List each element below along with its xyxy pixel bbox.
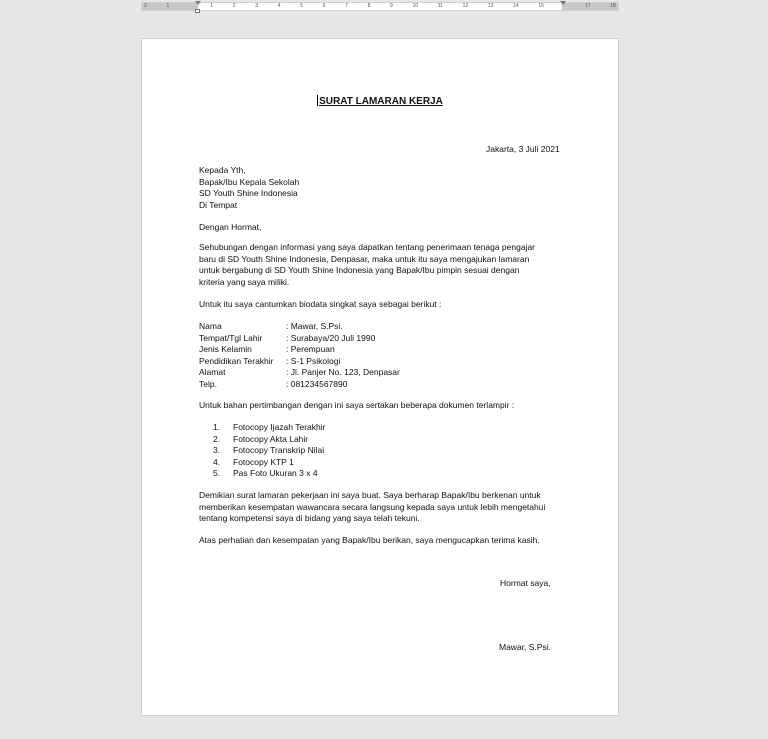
biodata-label: Tempat/Tgl Lahir: [199, 332, 263, 343]
left-indent-marker[interactable]: [195, 9, 200, 13]
biodata-value: : Surabaya/20 Juli 1990: [286, 332, 376, 343]
biodata-label: Telp.: [199, 378, 217, 389]
ruler-tick-label: 11: [437, 3, 443, 9]
paragraph-line: kriteria yang saya miliki.: [199, 276, 290, 287]
ruler-tick-label: 1: [210, 3, 214, 9]
list-number: 4.: [213, 456, 221, 467]
list-number: 2.: [213, 433, 221, 444]
ruler-tick-label: 12: [462, 3, 469, 9]
ruler-ticks: [142, 3, 618, 10]
ruler-tick-label: 4: [277, 3, 281, 9]
ruler-tick-label: 7: [345, 3, 348, 9]
horizontal-ruler[interactable]: [141, 2, 619, 11]
paragraph-line: Sehubungan dengan informasi yang saya dapatkan tentang penerimaan tenaga pengajar: [199, 242, 536, 252]
ruler-tick-label: 13: [487, 3, 494, 9]
ruler-tick-label: 8: [367, 3, 371, 9]
paragraph-line: untuk bergabung di SD Youth Shine Indonesia yang Bapak/Ibu pimpin sesuai dengan: [199, 265, 520, 275]
documents-intro: Untuk bahan pertimbangan dengan ini saya sertakan beberapa dokumen terlampir :: [199, 400, 515, 410]
paragraph-line: tentang kompetensi saya di bidang yang saya telah tekuni.: [199, 513, 420, 523]
greeting: Dengan Hormat,: [199, 222, 262, 232]
biodata-label: Jenis Kelamin: [199, 344, 252, 354]
biodata-intro: Untuk itu saya cantumkan biodata singkat saya sebagai berikut :: [199, 299, 442, 309]
biodata-value: : Perempuan: [286, 344, 335, 354]
ruler-tick-label: 6: [322, 3, 326, 9]
list-item: Fotocopy Ijazah Terakhir: [233, 422, 326, 432]
ruler-tick-label: 1: [166, 3, 170, 9]
list-item: Fotocopy Akta Lahir: [233, 433, 309, 444]
list-number: 5.: [213, 468, 221, 478]
list-number: 1.: [213, 422, 221, 432]
biodata-value: : Jl. Panjer No. 123, Denpasar: [286, 367, 400, 377]
list-number: 3.: [213, 445, 221, 455]
ruler-tick-label: ·: [563, 3, 566, 9]
list-item: Fotocopy Transkrip Nilai: [233, 445, 325, 455]
recipient-line: Kepada Yth,: [199, 165, 246, 175]
ruler-tick-label: 9: [390, 3, 393, 9]
ruler-tick-label: 10: [412, 3, 419, 9]
biodata-label: Nama: [199, 321, 222, 331]
list-item: Fotocopy KTP 1: [233, 456, 294, 467]
ruler-tick-label: 17: [585, 3, 591, 9]
letter-date: Jakarta, 3 Juli 2021: [486, 144, 560, 154]
list-item: Pas Foto Ukuran 3 x 4: [233, 468, 318, 478]
biodata-value: : Mawar, S.Psi.: [286, 321, 343, 331]
ruler-tick-label: 2: [232, 3, 236, 9]
ruler-tick-label: 15: [538, 3, 544, 9]
biodata-value: : 081234567890: [286, 378, 348, 389]
paragraph-line: memberikan kesempatan wawancara secara langsung kepada saya untuk lebih mengetahui: [199, 501, 546, 512]
right-indent-marker[interactable]: [560, 1, 566, 5]
ruler-tick-label: 18: [610, 3, 616, 9]
regards: Hormat saya,: [500, 578, 551, 588]
biodata-label: Alamat: [199, 367, 226, 377]
ruler-tick-label: 3: [255, 3, 259, 9]
paragraph-line: Demikian surat lamaran pekerjaan ini saya buat. Saya berharap Bapak/Ibu berkenan untuk: [199, 490, 541, 500]
letter-title: SURAT LAMARAN KERJA: [319, 96, 443, 107]
first-line-indent-marker[interactable]: [195, 1, 201, 5]
ruler-tick-label: ·: [188, 3, 191, 9]
ruler-tick-label: 2: [144, 3, 147, 9]
signature-name: Mawar, S.Psi.: [499, 642, 551, 652]
text-cursor: [317, 95, 318, 106]
recipient-line: SD Youth Shine Indonesia: [199, 188, 298, 198]
ruler-tick-label: 5: [300, 3, 303, 9]
document-page[interactable]: [141, 38, 619, 716]
biodata-value: : S-1 Psikologi: [286, 355, 341, 366]
paragraph-line: baru di SD Youth Shine Indonesia, Denpasar, maka untuk itu saya mengajukan lamaran: [199, 253, 530, 264]
biodata-label: Pendidikan Terakhir: [199, 355, 274, 366]
closing-line: Atas perhatian dan kesempatan yang Bapak/Ibu berikan, saya mengucapkan terima kasih.: [199, 535, 540, 545]
ruler-tick-label: 14: [513, 3, 519, 9]
recipient-line: Bapak/Ibu Kepala Sekolah: [199, 176, 300, 187]
recipient-line: Di Tempat: [199, 199, 238, 210]
